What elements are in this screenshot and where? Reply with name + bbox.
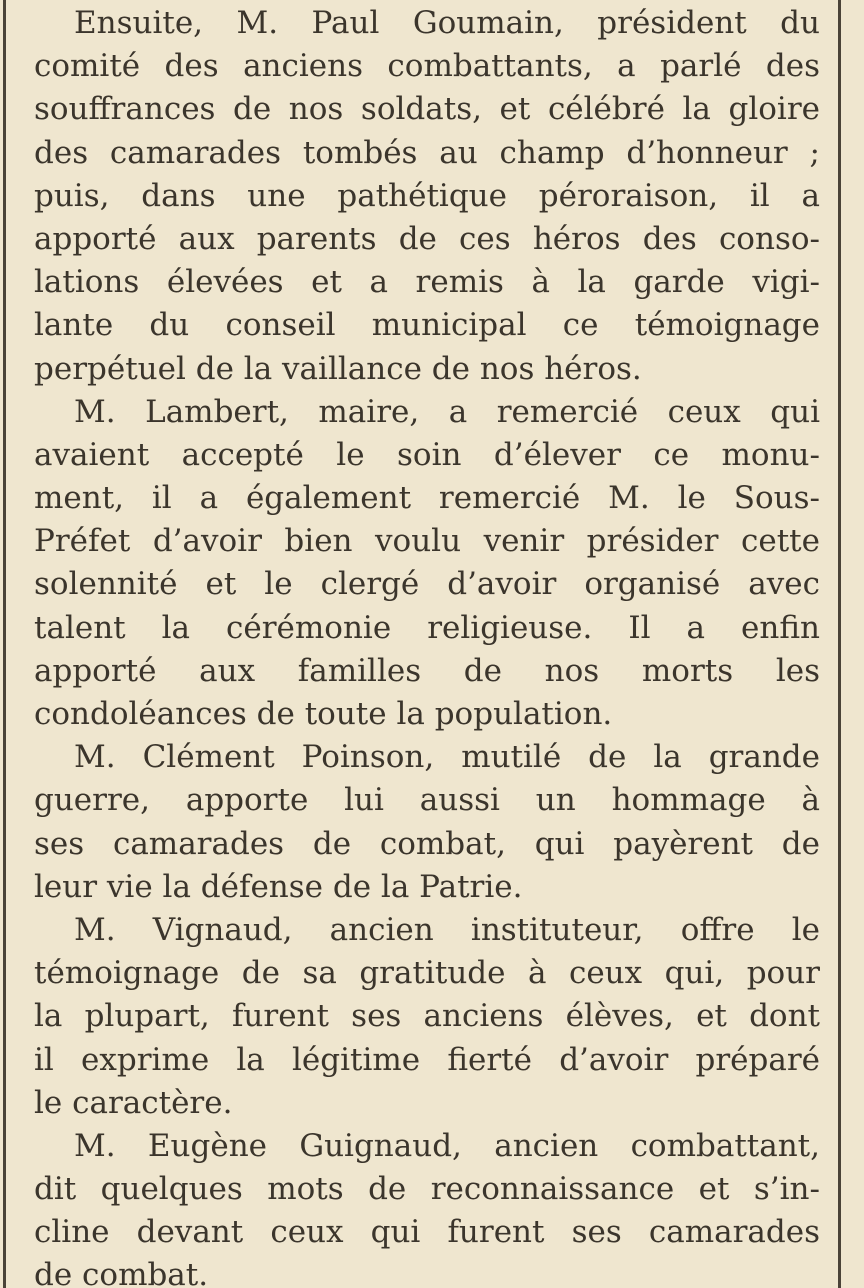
text-line: guerre, apporte lui aussi un hommage à xyxy=(34,782,820,819)
text-line: solennité et le clergé d’avoir organisé avec xyxy=(34,566,820,603)
text-line: la plupart, furent ses anciens élèves, et dont xyxy=(34,998,820,1035)
paragraph-poinson xyxy=(34,736,820,909)
text-line: Préfet d’avoir bien voulu venir présider cette xyxy=(34,523,820,560)
text-line: dit quelques mots de reconnaissance et s’in- xyxy=(34,1171,820,1208)
column-rule-right xyxy=(838,0,841,1288)
text-line: M. Eugène Guignaud, ancien combattant, xyxy=(74,1127,820,1164)
text-line: témoignage de sa gratitude à ceux qui, pour xyxy=(34,955,820,992)
text-line: il exprime la légitime fierté d’avoir préparé xyxy=(34,1041,820,1078)
text-line: talent la cérémonie religieuse. Il a enfin xyxy=(34,609,820,646)
text-line: souffrances de nos soldats, et célébré la gloire xyxy=(34,91,820,128)
text-line: leur vie la défense de la Patrie. xyxy=(34,868,523,905)
text-line: puis, dans une pathétique péroraison, il a xyxy=(34,177,820,214)
text-line: le caractère. xyxy=(34,1084,233,1121)
paragraph-lambert xyxy=(34,391,820,737)
paragraph-vignaud xyxy=(34,909,820,1125)
text-line: avaient accepté le soin d’élever ce monu- xyxy=(34,436,820,473)
paragraph-guignaud xyxy=(34,1125,820,1288)
text-line: Ensuite, M. Paul Goumain, président du xyxy=(74,5,820,41)
text-line: M. Vignaud, ancien instituteur, offre le xyxy=(74,911,820,948)
text-line: comité des anciens combattants, a parlé des xyxy=(34,48,820,85)
text-line: cline devant ceux qui furent ses camarades xyxy=(34,1214,820,1251)
text-line: condoléances de toute la population. xyxy=(34,696,613,732)
article-column xyxy=(34,2,820,1288)
text-line: des camarades tombés au champ d’honneur ; xyxy=(34,134,820,171)
text-line: perpétuel de la vaillance de nos héros. xyxy=(34,350,642,387)
text-line: ses camarades de combat, qui payèrent de xyxy=(34,825,820,862)
paragraph-goumain xyxy=(34,2,820,391)
text-line: M. Clément Poinson, mutilé de la grande xyxy=(74,739,820,776)
text-line: apporté aux familles de nos morts les xyxy=(34,652,820,689)
text-line: lations élevées et a remis à la garde vigi- xyxy=(34,264,820,301)
text-line: lante du conseil municipal ce témoignage xyxy=(34,307,820,344)
text-line: M. Lambert, maire, a remercié ceux qui xyxy=(74,393,820,430)
text-line: apporté aux parents de ces héros des conso- xyxy=(34,220,820,257)
column-rule-left xyxy=(3,0,6,1288)
text-line: ment, il a également remercié M. le Sous- xyxy=(34,480,820,517)
text-line: de combat. xyxy=(34,1257,209,1288)
